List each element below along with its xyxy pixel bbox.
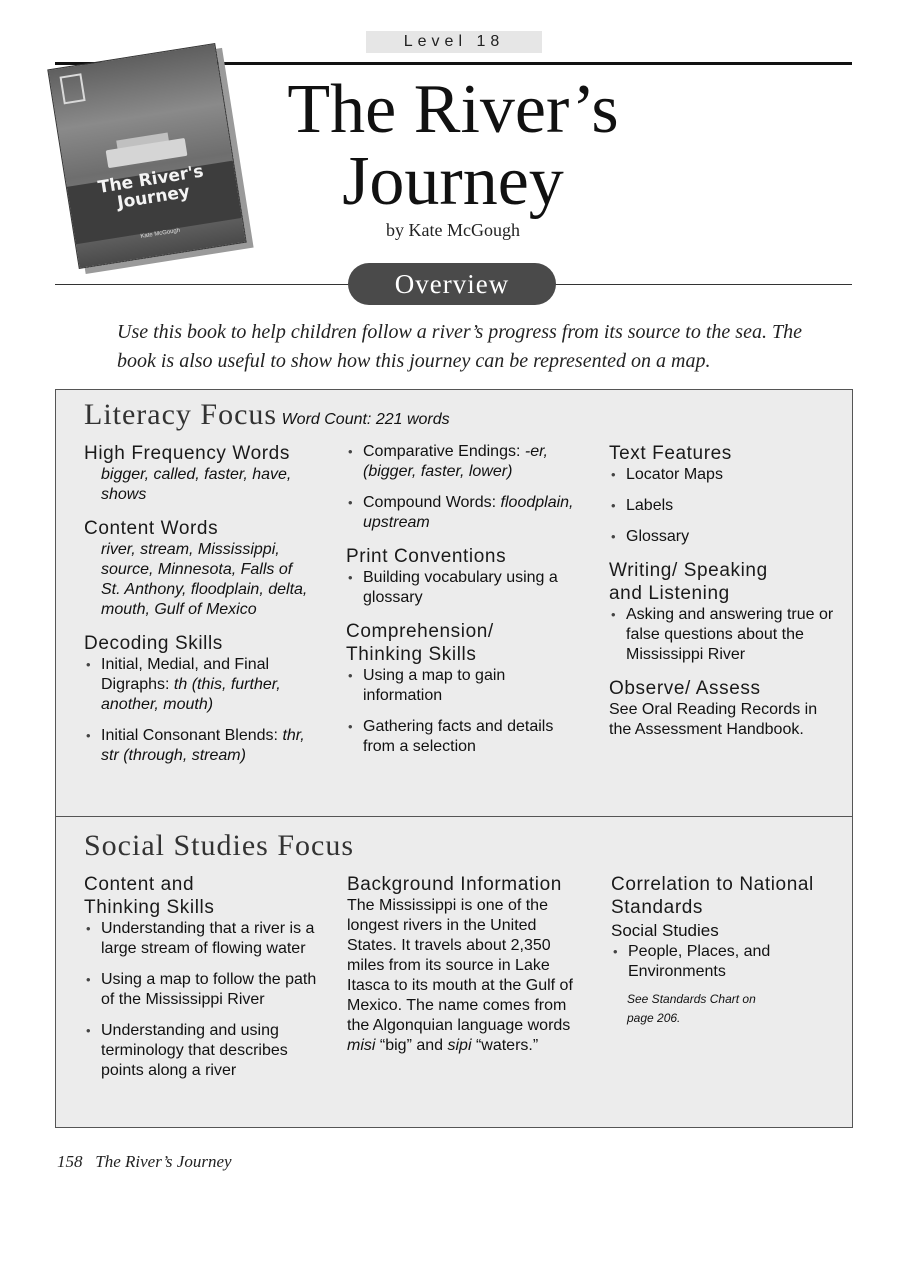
text-features-heading: Text Features (609, 443, 732, 464)
publisher-logo-icon (60, 73, 86, 104)
hfw-words: bigger, called, faster, have, shows (101, 466, 292, 503)
book-title-line-1: The River’s (287, 71, 619, 148)
overview-label: Overview (348, 263, 556, 305)
book-title (240, 71, 666, 220)
phonics-item: • Compound Words: floodplain, upstream (346, 493, 578, 533)
literacy-focus-box (55, 389, 853, 818)
cover-title: The River's Journey (96, 161, 205, 214)
standards-heading: Correlation to National Standards (611, 874, 814, 918)
overview-text: Use this book to help children follow a river’s progress from its source to the sea. The book is also useful to show how this journey can be represented on a map. (117, 321, 802, 372)
social-col-3 (611, 873, 841, 1028)
standards-subheading: Social Studies (611, 921, 719, 940)
cover-author: Kate McGough (140, 227, 181, 240)
decoding-heading: Decoding Skills (84, 633, 223, 654)
social-col-1 (84, 873, 322, 1081)
content-thinking-heading: Content and Thinking Skills (84, 874, 215, 918)
comprehension-item: • Gathering facts and details from a selection (346, 717, 578, 757)
comprehension-item: • Using a map to gain information (346, 666, 578, 706)
comprehension-heading: Comprehension/ Thinking Skills (346, 621, 494, 665)
text-feature-item: • Glossary (609, 527, 839, 547)
book-title-line-2: Journey (342, 143, 564, 220)
decoding-item: • Initial Consonant Blends: thr, str (through, stream) (84, 726, 316, 766)
print-item: • Building vocabulary using a glossary (346, 568, 578, 608)
hfw-heading: High Frequency Words (84, 443, 290, 464)
level-tag: Level 18 (366, 31, 542, 53)
content-thinking-item: • Understanding that a river is a large stream of flowing water (84, 919, 322, 959)
literacy-col-3 (609, 442, 839, 740)
book-cover-image (47, 43, 247, 269)
observe-assess-heading: Observe/ Assess (609, 678, 761, 699)
literacy-col-2 (346, 442, 578, 757)
content-thinking-item: • Understanding and using terminology that describes points along a river (84, 1021, 322, 1081)
literacy-focus-title: Literacy Focus (84, 398, 278, 431)
literacy-col-1 (84, 442, 316, 766)
observe-assess-text: See Oral Reading Records in the Assessment Handbook. (609, 701, 818, 738)
writing-speaking-heading: Writing/ Speaking and Listening (609, 560, 768, 604)
background-info-heading: Background Information (347, 874, 562, 895)
background-info-text: The Mississippi is one of the longest rivers in the United States. It travels about 2,350 miles from its source in Lake Itasca to its mouth at the Gulf of Mexico. The name comes from the Algonquian language words misi “big” and sipi “waters.” (347, 897, 573, 1054)
page-footer: 158 The River’s Journey (57, 1152, 232, 1171)
decoding-item: • Initial, Medial, and Final Digraphs: th (this, further, another, mouth) (84, 655, 316, 715)
content-words: river, stream, Mississippi, source, Minnesota, Falls of St. Anthony, floodplain, delta, mouth, Gulf of Mexico (101, 541, 308, 618)
standards-item: • People, Places, and Environments (611, 942, 841, 982)
phonics-item: • Comparative Endings: -er, (bigger, faster, lower) (346, 442, 578, 482)
content-thinking-item: • Using a map to follow the path of the Mississippi River (84, 970, 322, 1010)
social-studies-focus-title: Social Studies Focus (84, 829, 355, 862)
social-studies-focus-box (55, 816, 853, 1128)
standards-note: See Standards Chart on page 206. (627, 992, 756, 1025)
text-feature-item: • Locator Maps (609, 465, 839, 485)
text-feature-item: • Labels (609, 496, 839, 516)
social-col-2 (347, 873, 587, 1056)
byline: by Kate McGough (386, 220, 520, 240)
writing-speaking-item: • Asking and answering true or false questions about the Mississippi River (609, 605, 839, 665)
print-conventions-heading: Print Conventions (346, 546, 507, 567)
content-words-heading: Content Words (84, 518, 219, 539)
word-count: Word Count: 221 words (281, 411, 450, 428)
